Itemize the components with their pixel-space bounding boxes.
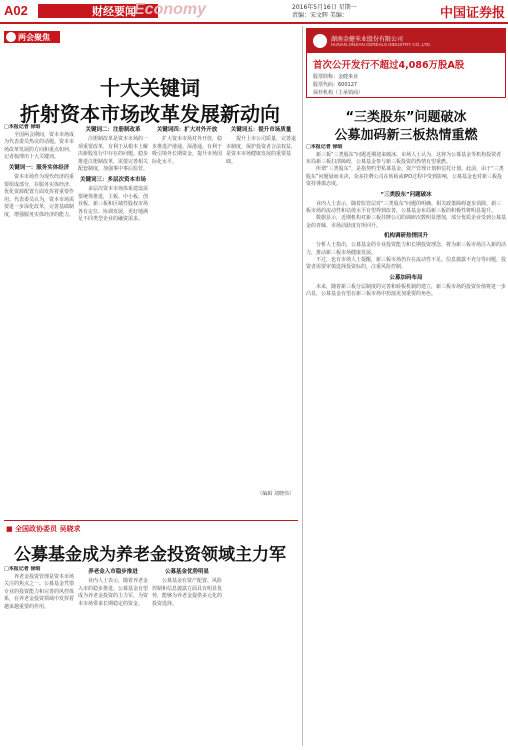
paragraph: 业内人士表示，随着监管层对“三类股东”问题的明确，相关政策障碍逐步消除，新三板市场的流动性和估值水平有望得到改善，公募基金布局新三板的积极性将明显提升。 bbox=[306, 200, 502, 215]
paragraph: 注册制改革是资本市场的一项重要改革，有利于从根本上解决新股发行中存在的问题。稳步推进注册制改革，需要完善相关配套制度，加强事中事后监管。 bbox=[78, 136, 148, 173]
paragraph: 全国两会期间，资本市场成为代表委员热议的话题。资本市场改革发展的方向和重点如何，记者梳理出十大关键词。 bbox=[4, 131, 74, 161]
date-line: 2016年5月16日 星期一 bbox=[292, 4, 357, 11]
page-header bbox=[0, 0, 508, 26]
article-column-3 bbox=[152, 124, 222, 499]
lower-article-body bbox=[4, 566, 298, 748]
paragraph: 所谓“三类股东”，是指契约型私募基金、资产管理计划和信托计划。此前，由于“三类股东”问题悬而未决，众多挂牌公司在转板或IPO过程中受到影响，公募基金也对新三板投资持谨慎态度。 bbox=[306, 166, 504, 188]
subhead: 关键词四：扩大对外开放 bbox=[156, 127, 218, 133]
byline: □本报记者 徐昭 bbox=[4, 566, 41, 572]
subhead: 养老金入市稳步推进 bbox=[88, 569, 138, 575]
header-rule bbox=[0, 22, 508, 24]
subhead: 机构调研热情回升 bbox=[383, 233, 428, 240]
ribbon-icon bbox=[6, 32, 16, 42]
paragraph: 不过，也有市场人士提醒，新三板市场仍存在流动性不足、信息披露不充分等问题，投资者需要审慎选择投资标的，注重风险控制。 bbox=[306, 257, 506, 271]
section-title-en: Economy bbox=[134, 1, 207, 18]
subhead: 公募基金优势明显 bbox=[164, 569, 209, 575]
byline: □本报记者 徐昭 bbox=[4, 124, 41, 130]
article-column-1 bbox=[4, 124, 74, 499]
subhead: “三类股东”问题破冰 bbox=[380, 191, 432, 198]
subhead: 关键词二：注册制改革 bbox=[85, 127, 141, 133]
section-ribbon bbox=[4, 31, 60, 43]
subhead: 关键词五：提升市场质量 bbox=[230, 127, 292, 133]
ad-row: 股票代码：600127 bbox=[313, 82, 358, 88]
paragraph: 业内人士表示，随着养老金入市的稳步推进，公募基金有望成为养老金投资的主力军，为资本市场带来长期稳定的资金。 bbox=[78, 578, 148, 607]
lower-story-headline: 公募基金成为养老金投资领域主力军 bbox=[14, 545, 286, 565]
main-article-body bbox=[4, 124, 298, 499]
column-divider bbox=[302, 26, 303, 746]
paragraph: 提升上市公司质量，完善退市制度，保护投资者合法权益，是资本市场健康发展的重要基础。 bbox=[226, 136, 296, 165]
subhead: 关键词一：服务实体经济 bbox=[8, 164, 70, 171]
ad-issue-line: 首次公开发行不超过4,086万股A股 bbox=[313, 60, 465, 71]
article-column-2 bbox=[78, 124, 148, 499]
paragraph: 扩大资本市场对外开放，稳步推进沪港通、深港通，有利于吸引境外长期资金，提升市场国际化水平。 bbox=[152, 136, 222, 165]
lower-story-rule bbox=[4, 520, 298, 521]
lower-column-2 bbox=[78, 566, 148, 748]
lower-column-1 bbox=[4, 566, 74, 748]
subhead: 关键词三：多层次资本市场 bbox=[79, 176, 146, 183]
main-headline-line2: 折射资本市场改革发展新动向 bbox=[20, 102, 280, 126]
right-article-body bbox=[306, 144, 506, 744]
editor-note: （编辑 刘晓伟） bbox=[257, 491, 294, 497]
ad-company-name: 湖南金健米业股份有限公司 bbox=[331, 36, 404, 43]
right-headline-line1: “三类股东”问题破冰 bbox=[345, 110, 467, 125]
lower-column-3 bbox=[152, 566, 222, 748]
article-column-4 bbox=[226, 124, 296, 499]
paragraph: 数据显示，近期机构对新三板挂牌公司的调研次数明显增加，部分优质企业受到公募基金的青睐，市场活跃度有所回升。 bbox=[306, 215, 506, 229]
subhead: 公募加码布局 bbox=[389, 274, 423, 281]
lower-story-kicker: ■ 全国政协委员 吴晓求 bbox=[6, 525, 81, 533]
newspaper-logo: 中国证券报 bbox=[440, 6, 506, 21]
paragraph: 养老金投资管理是资本市场关注的焦点之一。公募基金凭借专业的投资能力和完善的风控体系，在养老金投资领域中发挥着越来越重要的作用。 bbox=[4, 573, 74, 610]
ad-company-name-en: HUNAN JINJIAN CEREALS INDUSTRY CO.,LTD. bbox=[331, 42, 432, 47]
paragraph: 新三板“三类股东”问题近期迎来破冰，市场人士认为，这将为公募基金等机构投资者布局新三板扫清障碍，公募基金参与新三板投资的热情有望重燃。 bbox=[306, 151, 502, 165]
company-logo-icon bbox=[313, 34, 327, 48]
section-title: 财经要闻 bbox=[92, 5, 136, 18]
ad-row: 股票简称：金健米业 bbox=[313, 74, 359, 80]
ribbon-label: 两会聚焦 bbox=[18, 33, 50, 42]
byline: □本报记者 徐昭 bbox=[306, 144, 343, 150]
ad-banner bbox=[307, 29, 505, 53]
paragraph: 多层次资本市场体系建设需要统筹推进，主板、中小板、创业板、新三板和区域性股权市场各有定位、协调发展，更好地满足不同类型企业的融资需求。 bbox=[78, 185, 148, 223]
page-number: A02 bbox=[4, 3, 28, 18]
right-headline-line2: 公募加码新三板热情重燃 bbox=[334, 128, 478, 143]
editor-line: 责编：宋文晖 美编： bbox=[292, 12, 348, 19]
ad-row: 保荐机构（主承销商） bbox=[313, 90, 364, 96]
paragraph: 公募基金在资产配置、风险控制和信息披露方面具有明显优势，能够为养老金提供多元化的投资选择。 bbox=[152, 578, 222, 607]
paragraph: 资本市场作为现代经济的重要组成部分，在服务实体经济、优化资源配置方面发挥着重要作用。代表委员认为，资本市场需要进一步深化改革，完善基础制度，增强服务实体经济的能力。 bbox=[4, 173, 74, 218]
paragraph: 未来，随着新三板分层制度的完善和转板机制的建立，新三板市场的投资价值将进一步凸显，公募基金有望在新三板市场中扮演更加重要的角色。 bbox=[306, 283, 506, 298]
ipo-advertisement bbox=[306, 28, 506, 98]
main-headline-line1: 十大关键词 bbox=[100, 76, 200, 100]
paragraph: 分析人士指出，公募基金的专业投资能力和长期投资理念，将为新三板市场注入新的活力，推动新三板市场健康发展。 bbox=[306, 242, 506, 256]
